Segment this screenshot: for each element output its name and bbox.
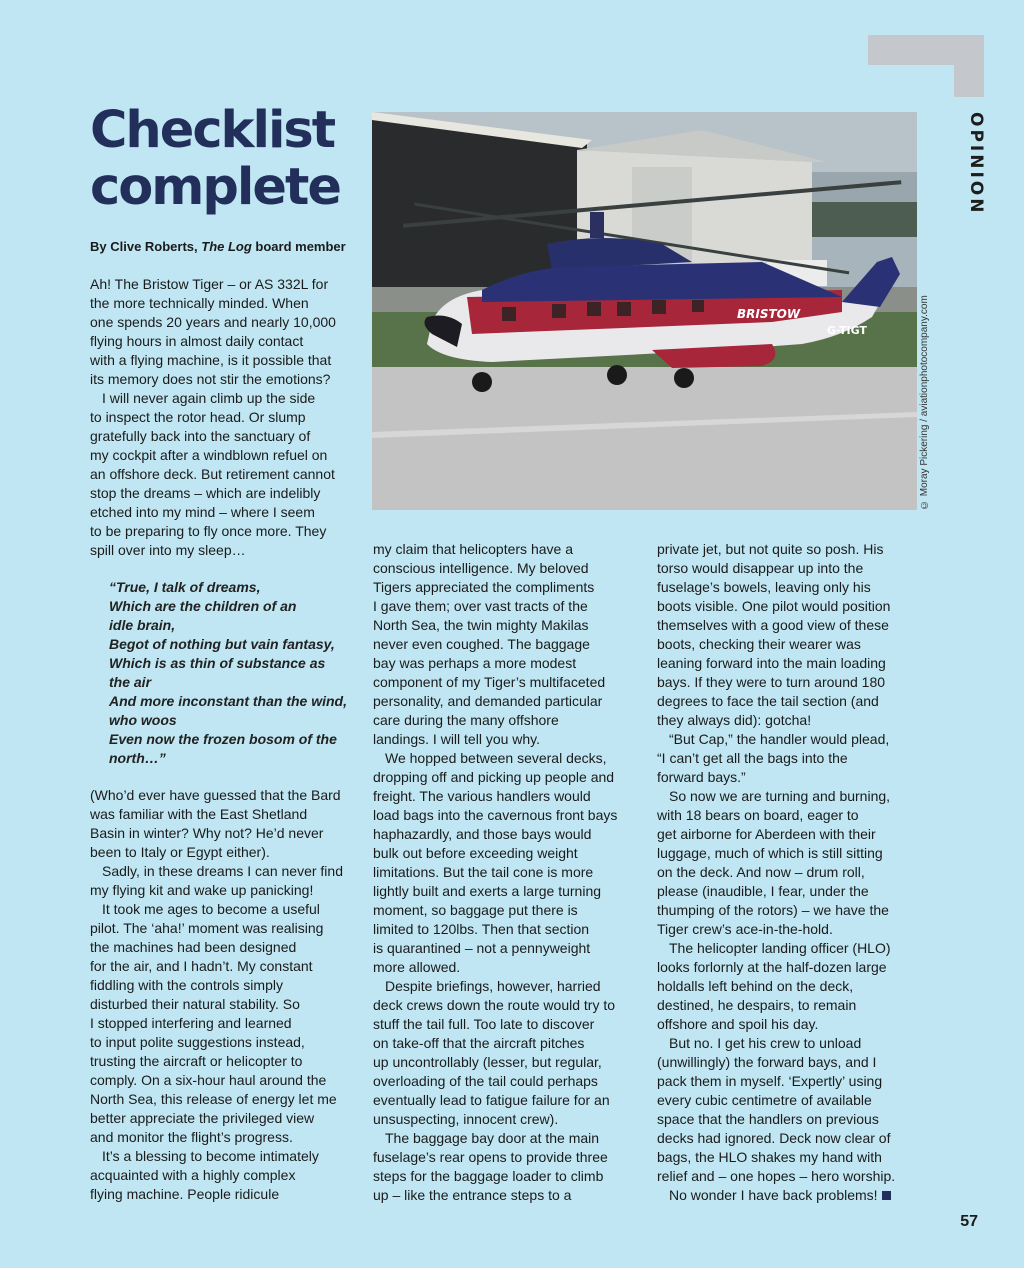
text-line: to input polite suggestions instead, <box>90 1034 305 1050</box>
text-line: Despite briefings, however, harried <box>385 978 601 994</box>
text-line: destined, he despairs, to remain <box>657 997 857 1013</box>
text-line: limitations. But the tail cone is more <box>373 864 594 880</box>
text-line: component of my Tiger’s multifaceted <box>373 674 606 690</box>
title-line-1: Checklist <box>90 101 335 160</box>
body-column-3 <box>657 540 917 1205</box>
quote-line: Even now the frozen bosom of the <box>109 731 337 747</box>
text-line: one spends 20 years and nearly 10,000 <box>90 314 336 330</box>
title-line-2: complete <box>90 158 340 217</box>
text-line: The helicopter landing officer (HLO) <box>669 940 891 956</box>
text-line: get airborne for Aberdeen with their <box>657 826 876 842</box>
fuselage-text: BRISTOW <box>737 307 801 321</box>
registration-text: G-TIGT <box>827 324 867 337</box>
text-line: “I can’t get all the bags into the <box>657 750 848 766</box>
body-column-1-continued <box>90 786 360 1204</box>
body-column-1 <box>90 275 360 560</box>
text-line: It took me ages to become a useful <box>102 901 320 917</box>
text-line: to be preparing to fly once more. They <box>90 523 327 539</box>
byline-prefix: By Clive Roberts, <box>90 239 202 254</box>
text-line: space that the handlers on previous <box>657 1111 879 1127</box>
quote-line: “True, I talk of dreams, <box>109 579 261 595</box>
text-line: lightly built and exerts a large turning <box>373 883 602 899</box>
page-number: 57 <box>960 1213 978 1230</box>
poem-quote <box>109 578 359 768</box>
byline-suffix: board member <box>251 239 346 254</box>
text-line: bulk out before exceeding weight <box>373 845 578 861</box>
text-line: Tigers appreciated the compliments <box>373 579 595 595</box>
text-line: please (inaudible, I fear, under the <box>657 883 869 899</box>
text-line: gratefully back into the sanctuary of <box>90 428 311 444</box>
text-line: the machines had been designed <box>90 939 297 955</box>
quote-line: who woos <box>109 712 177 728</box>
text-line: every cubic centimetre of available <box>657 1092 872 1108</box>
text-line: But no. I get his crew to unload <box>669 1035 862 1051</box>
text-line: better appreciate the privileged view <box>90 1110 315 1126</box>
text-line: care during the many offshore <box>373 712 559 728</box>
text-line: conscious intelligence. My beloved <box>373 560 589 576</box>
text-line: unsuspecting, innocent crew). <box>373 1111 559 1127</box>
text-line: I stopped interfering and learned <box>90 1015 292 1031</box>
quote-line: Which are the children of an <box>109 598 297 614</box>
text-line: on take-off that the aircraft pitches <box>373 1035 585 1051</box>
text-line: decks had ignored. Deck now clear of <box>657 1130 891 1146</box>
text-line: etched into my mind – where I seem <box>90 504 315 520</box>
text-line: load bags into the cavernous front bays <box>373 807 618 823</box>
text-line: comply. On a six-hour haul around the <box>90 1072 327 1088</box>
byline-publication: The Log <box>201 239 252 254</box>
text-line: flying hours in almost daily contact <box>90 333 304 349</box>
text-line: thumping of the rotors) – we have the <box>657 902 889 918</box>
quote-line: idle brain, <box>109 617 176 633</box>
text-line: spill over into my sleep… <box>90 542 246 558</box>
text-line: up – like the entrance steps to a <box>373 1187 572 1203</box>
text-line: It’s a blessing to become intimately <box>102 1148 319 1164</box>
text-line: never even coughed. The baggage <box>373 636 590 652</box>
text-line: forward bays.” <box>657 769 746 785</box>
text-line: themselves with a good view of these <box>657 617 889 633</box>
text-line: holdalls left behind on the deck, <box>657 978 854 994</box>
text-line: limited to 120lbs. Then that section <box>373 921 590 937</box>
text-line: pilot. The ‘aha!’ moment was realising <box>90 920 324 936</box>
text-line: haphazardly, and those bays would <box>373 826 592 842</box>
text-line: personality, and demanded particular <box>373 693 603 709</box>
text-line: been to Italy or Egypt either). <box>90 844 270 860</box>
quote-line: And more inconstant than the wind, <box>109 693 347 709</box>
text-line: luggage, much of which is still sitting <box>657 845 883 861</box>
text-line: with 18 bears on board, eager to <box>657 807 859 823</box>
text-line: an offshore deck. But retirement cannot <box>90 466 335 482</box>
text-line: for the air, and I hadn’t. My constant <box>90 958 313 974</box>
text-line: Tiger crew’s ace-in-the-hold. <box>657 921 833 937</box>
text-line: torso would disappear up into the <box>657 560 864 576</box>
text-line: eventually lead to fatigue failure for an <box>373 1092 610 1108</box>
quote-line: the air <box>109 674 152 690</box>
text-line: to inspect the rotor head. Or slump <box>90 409 306 425</box>
text-line: (unwillingly) the forward bays, and I <box>657 1054 877 1070</box>
byline <box>90 238 360 255</box>
text-line: leaning forward into the main loading <box>657 655 886 671</box>
text-line: pack them in myself. ‘Expertly’ using <box>657 1073 883 1089</box>
text-line: my cockpit after a windblown refuel on <box>90 447 328 463</box>
end-mark-icon <box>882 1191 891 1200</box>
text-line: bags, the HLO shakes my hand with <box>657 1149 882 1165</box>
text-line: deck crews down the route would try to <box>373 997 616 1013</box>
text-line: offshore and spoil his day. <box>657 1016 819 1032</box>
text-line: disturbed their natural stability. So <box>90 996 300 1012</box>
text-line: the more technically minded. When <box>90 295 309 311</box>
text-line: boots, checking their wearer was <box>657 636 861 652</box>
text-line: with a flying machine, is it possible that <box>90 352 332 368</box>
text-line: looks forlornly at the half-dozen large <box>657 959 887 975</box>
text-line: degrees to face the tail section (and <box>657 693 879 709</box>
text-line: flying machine. People ridicule <box>90 1186 280 1202</box>
text-line: fuselage’s bowels, leaving only his <box>657 579 871 595</box>
text-line: up uncontrollably (lesser, but regular, <box>373 1054 602 1070</box>
text-line: was familiar with the East Shetland <box>90 806 308 822</box>
text-line: “But Cap,” the handler would plead, <box>669 731 890 747</box>
text-line: The baggage bay door at the main <box>385 1130 600 1146</box>
corner-mark <box>868 35 984 97</box>
text-line: bays. If they were to turn around 180 <box>657 674 886 690</box>
text-line: dropping off and picking up people and <box>373 769 615 785</box>
text-line: landings. I will tell you why. <box>373 731 541 747</box>
body-column-2 <box>373 540 643 1205</box>
text-line: my flying kit and wake up panicking! <box>90 882 314 898</box>
final-line <box>657 1186 917 1205</box>
text-line: trusting the aircraft or helicopter to <box>90 1053 303 1069</box>
text-line: acquainted with a highly complex <box>90 1167 296 1183</box>
photo-credit: © Moray Pickering / aviationphotocompany.com <box>919 295 930 510</box>
text-line: private jet, but not quite so posh. His <box>657 541 884 557</box>
text-line: and monitor the flight’s progress. <box>90 1129 293 1145</box>
text-line: North Sea, this release of energy let me <box>90 1091 337 1107</box>
text-line: is quarantined – not a pennyweight <box>373 940 591 956</box>
text-line: relief and – one hopes – hero worship. <box>657 1168 896 1184</box>
text-line: I gave them; over vast tracts of the <box>373 598 588 614</box>
text-line: Sadly, in these dreams I can never find <box>102 863 343 879</box>
text-line: Basin in winter? Why not? He’d never <box>90 825 324 841</box>
text-line: So now we are turning and burning, <box>669 788 891 804</box>
helicopter-photo <box>372 112 917 510</box>
text-line: fuselage’s rear opens to provide three <box>373 1149 608 1165</box>
text-line: fiddling with the controls simply <box>90 977 283 993</box>
text-line: bay was perhaps a more modest <box>373 655 577 671</box>
quote-line: Which is as thin of substance as <box>109 655 326 671</box>
section-label: OPINION <box>966 112 986 216</box>
text-line: on the deck. And now – drum roll, <box>657 864 865 880</box>
corner-mark-vertical <box>954 35 984 97</box>
text-line: they always did): gotcha! <box>657 712 812 728</box>
text-line: (Who’d ever have guessed that the Bard <box>90 787 341 803</box>
text-line: steps for the baggage loader to climb <box>373 1168 604 1184</box>
article-title <box>90 102 360 216</box>
text-line: freight. The various handlers would <box>373 788 591 804</box>
quote-line: north…” <box>109 750 166 766</box>
text-line: overloading of the tail could perhaps <box>373 1073 598 1089</box>
quote-line: Begot of nothing but vain fantasy, <box>109 636 335 652</box>
text-line: stuff the tail full. Too late to discover <box>373 1016 595 1032</box>
text-line: boots visible. One pilot would position <box>657 598 891 614</box>
final-line-text: No wonder I have back problems! <box>669 1187 878 1203</box>
text-line: Ah! The Bristow Tiger – or AS 332L for <box>90 276 329 292</box>
text-line: I will never again climb up the side <box>102 390 316 406</box>
text-line: We hopped between several decks, <box>385 750 607 766</box>
text-line: moment, so baggage put there is <box>373 902 578 918</box>
text-line: its memory does not stir the emotions? <box>90 371 331 387</box>
text-line: North Sea, the twin mighty Makilas <box>373 617 589 633</box>
text-line: stop the dreams – which are indelibly <box>90 485 321 501</box>
text-line: my claim that helicopters have a <box>373 541 573 557</box>
text-line: more allowed. <box>373 959 461 975</box>
